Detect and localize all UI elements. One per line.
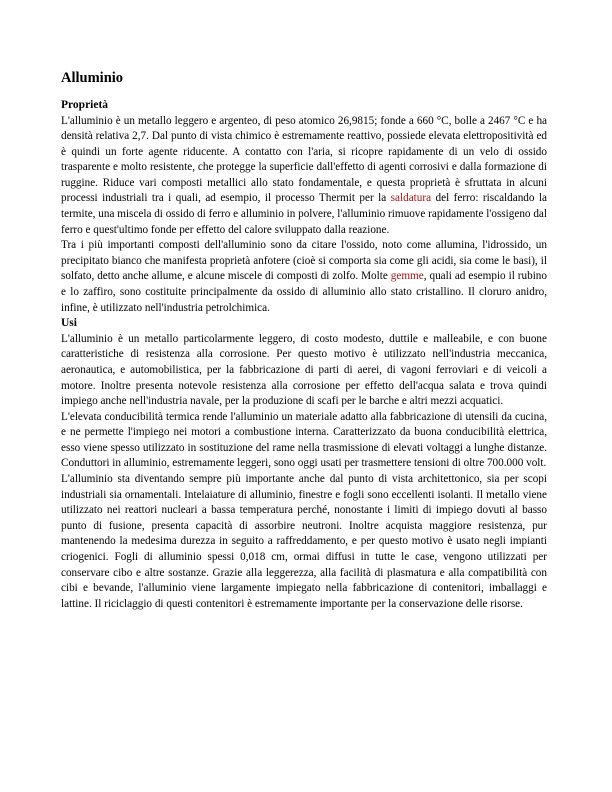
paragraph-text: del ferro: riscaldando la termite, una miscela di ossido di ferro e alluminio in polvere, l'alluminio rimuove rapidamente l'ossigeno dal ferro e quest'ultimo fonde per effetto del calore sviluppato dalla reazione.: [61, 192, 548, 236]
paragraph-usi-1: L'alluminio è un metallo particolarmente leggero, di costo modesto, duttile e malleabile, e con buone caratteristiche di resistenza alla corrosione. Per questo motivo è utilizzato nell'industria meccanica, aeronautica, e automobilistica, per la fabbricazione di parti di aerei, di vagoni ferroviari e di veicoli a motore. Inoltre presenta notevole resistenza alla corrosione per effetto dell'acqua salata e trova quindi impiego anche nell'industria navale, per la produzione di scafi per le barche e altri mezzi acquatici.: [61, 332, 547, 408]
link-gemme[interactable]: gemme: [390, 270, 424, 283]
paragraph-proprieta-2: [61, 238, 547, 316]
document-title: Alluminio: [61, 70, 124, 86]
section-heading-usi: Usi: [61, 317, 77, 330]
section-heading-proprieta: Proprietà: [61, 99, 109, 111]
document-page: [61, 70, 547, 612]
paragraph-text: , quali ad esempio il rubino e lo zaffiro, sono costituite principalmente da ossido di alluminio allo stato cristallino. Il cloruro anidro, infine, è utilizzato nell'industria petrolchimica.: [61, 270, 547, 314]
paragraph-text: Tra i più importanti composti dell'alluminio sono da citare l'ossido, noto come allumina, l'idrossido, un precipitato bianco che manifesta proprietà anfotere (cioè si comporta sia come gli acidi, sia come le basi), il solfato, detto anche allume, e alcune miscele di composti di zolfo. Molte: [61, 239, 547, 283]
paragraph-text: L'alluminio è un metallo leggero e argenteo, di peso atomico 26,9815; fonde a 660 °C, bolle a 2467 °C e ha densità relativa 2,7. Dal punto di vista chimico è estremamente reattivo, possiede elevata elettropositività ed è quindi un forte agente riducente. A contatto con l'aria, si ricopre rapidamente di un velo di ossido trasparente e molto resistente, che protegge la superficie dall'effetto di agenti corrosivi e dalla formazione di ruggine. Riduce vari composti metallici allo stato fondamentale, e questa proprietà è sfruttata in alcuni processi industriali tra i quali, ad esempio, il processo Thermit per la: [61, 114, 547, 205]
paragraph-proprieta-1: [61, 114, 547, 239]
link-saldatura[interactable]: saldatura: [390, 192, 432, 205]
paragraph-usi-2: L'elevata conducibilità termica rende l'alluminio un materiale adatto alla fabbricazione di utensili da cucina, e ne permette l'impiego nei motori a combustione interna. Caratterizzato da buona conducibilità elettrica, esso viene spesso utilizzato in sostituzione del rame nella trasmissione di elevati voltaggi a lunghe distanze. Conduttori in alluminio, estremamente leggeri, sono oggi usati per trasmettere tensioni di oltre 700.000 volt.: [61, 410, 547, 470]
paragraph-usi-3: L'alluminio sta diventando sempre più importante anche dal punto di vista architettonico, sia per scopi industriali sia ornamentali. Intelaiature di alluminio, finestre e fogli sono eccellenti isolanti. Il metallo viene utilizzato nei reattori nucleari a bassa temperatura perché, nonostante i limiti di impiego dovuti al basso punto di fusione, presenta capacità di assorbire neutroni. Inoltre acquista maggiore resistenza, pur mantenendo la medesima durezza in seguito a raffreddamento, e per questo motivo è usato negli impianti criogenici. Fogli di alluminio spessi 0,018 cm, ormai diffusi in tutte le case, vengono utilizzati per conservare cibo e altre sostanze. Grazie alla leggerezza, alla facilità di plasmatura e alla compatibilità con cibi e bevande, l'alluminio viene largamente impiegato nella fabbricazione di contenitori, imballaggi e lattine. Il riciclaggio di questi contenitori è estremamente importante per la conservazione delle risorse.: [61, 473, 547, 610]
